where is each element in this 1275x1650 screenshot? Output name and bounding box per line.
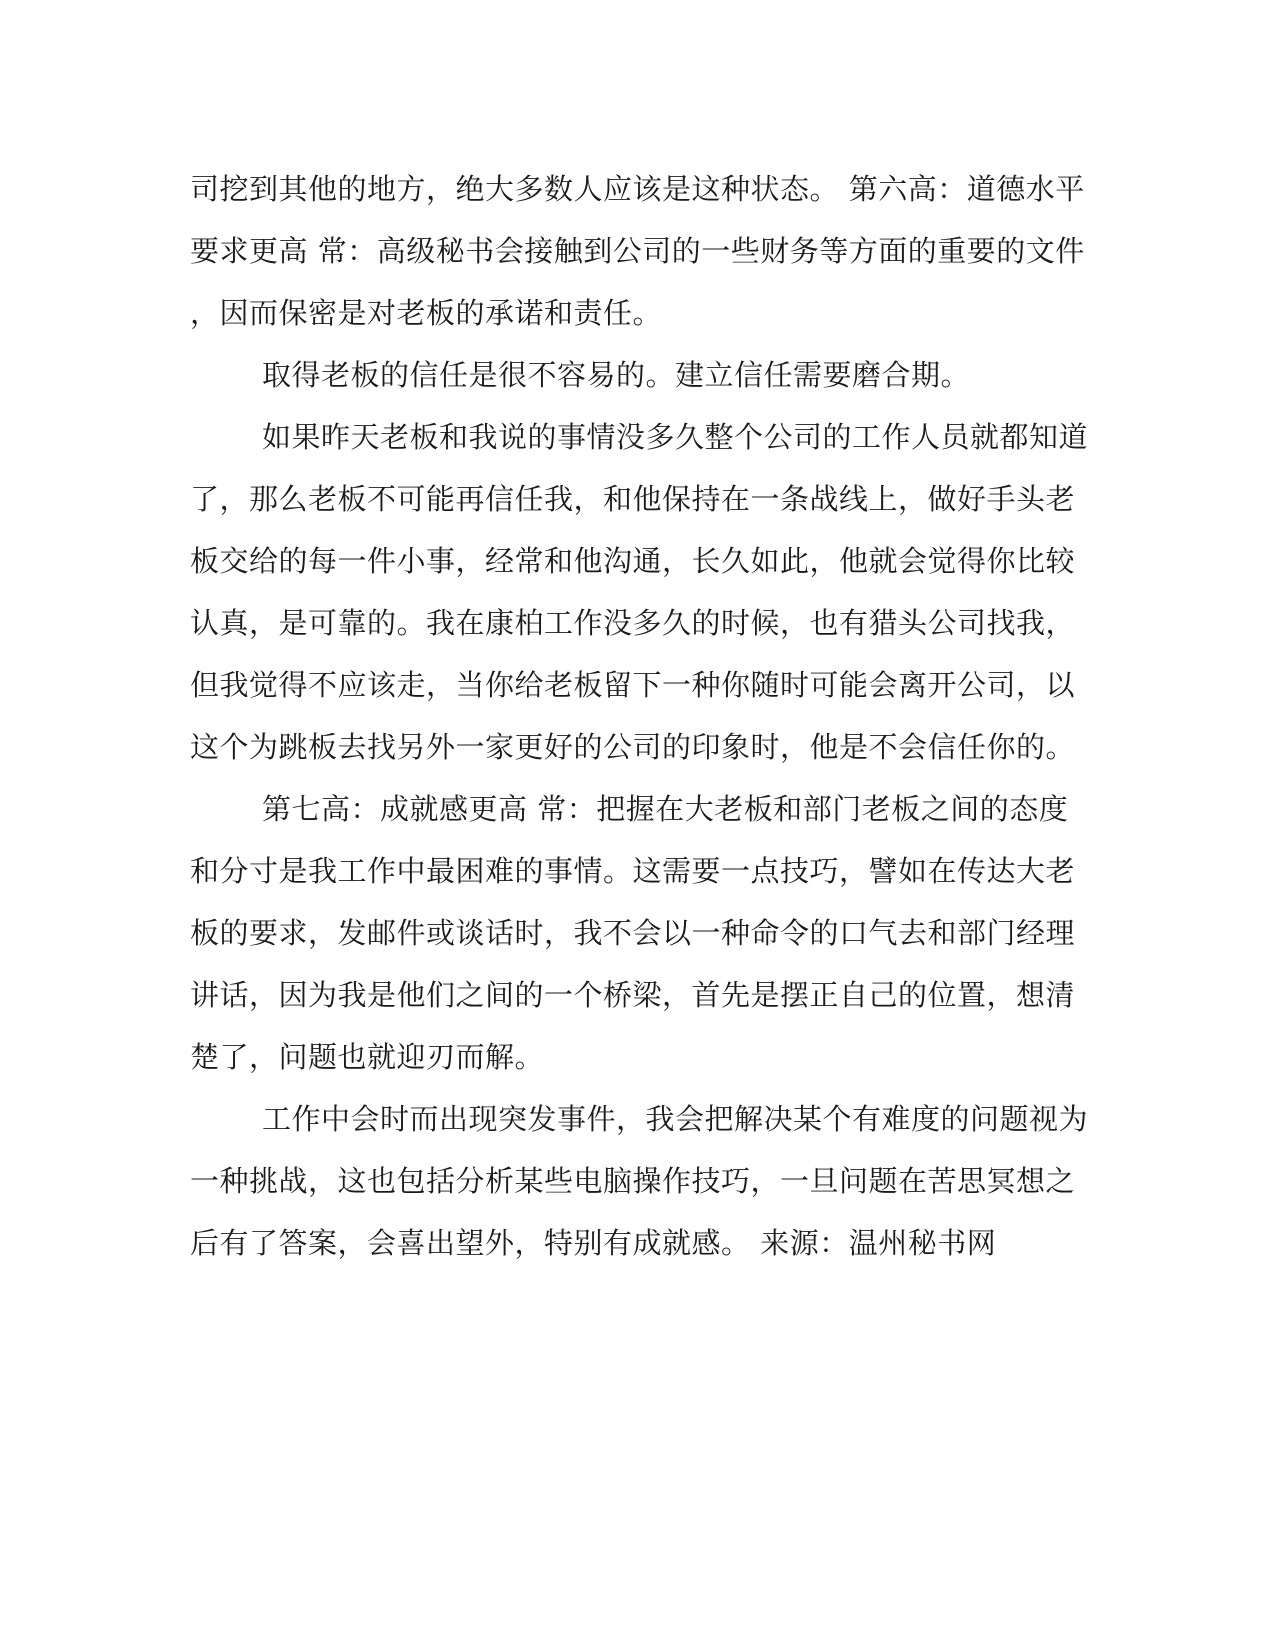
text-line: ，因而保密是对老板的承诺和责任。 bbox=[190, 296, 663, 330]
text-line: 楚了，问题也就迎刃而解。 bbox=[190, 1040, 545, 1074]
text-line: 后有了答案，会喜出望外，特别有成就感。 来源：温州秘书网 bbox=[190, 1226, 997, 1260]
paragraph-first-line: 第七高：成就感更高 常：把握在大老板和部门老板之间的态度 bbox=[262, 792, 1069, 826]
paragraph-first-line: 如果昨天老板和我说的事情没多久整个公司的工作人员就都知道 bbox=[262, 420, 1089, 454]
text-line: 认真，是可靠的。我在康柏工作没多久的时候，也有猎头公司找我， bbox=[190, 606, 1076, 640]
text-line: 讲话，因为我是他们之间的一个桥梁，首先是摆正自己的位置，想清 bbox=[190, 978, 1076, 1012]
text-line: 这个为跳板去找另外一家更好的公司的印象时，他是不会信任你的。 bbox=[190, 730, 1076, 764]
text-line: 和分寸是我工作中最困难的事情。这需要一点技巧，譬如在传达大老 bbox=[190, 854, 1076, 888]
text-line: 了，那么老板不可能再信任我，和他保持在一条战线上，做好手头老 bbox=[190, 482, 1076, 516]
text-line: 板交给的每一件小事，经常和他沟通，长久如此，他就会觉得你比较 bbox=[190, 544, 1076, 578]
text-line: 板的要求，发邮件或谈话时，我不会以一种命令的口气去和部门经理 bbox=[190, 916, 1076, 950]
paragraph-first-line: 工作中会时而出现突发事件，我会把解决某个有难度的问题视为 bbox=[262, 1102, 1089, 1136]
document-body bbox=[190, 158, 1089, 1274]
text-line: 要求更高 常：高级秘书会接触到公司的一些财务等方面的重要的文件 bbox=[190, 234, 1085, 268]
text-line: 但我觉得不应该走，当你给老板留下一种你随时可能会离开公司，以 bbox=[190, 668, 1076, 702]
paragraph-first-line: 取得老板的信任是很不容易的。建立信任需要磨合期。 bbox=[262, 358, 971, 392]
text-line: 一种挑战，这也包括分析某些电脑操作技巧，一旦问题在苦思冥想之 bbox=[190, 1164, 1076, 1198]
text-line: 司挖到其他的地方，绝大多数人应该是这种状态。 第六高：道德水平 bbox=[190, 172, 1085, 206]
